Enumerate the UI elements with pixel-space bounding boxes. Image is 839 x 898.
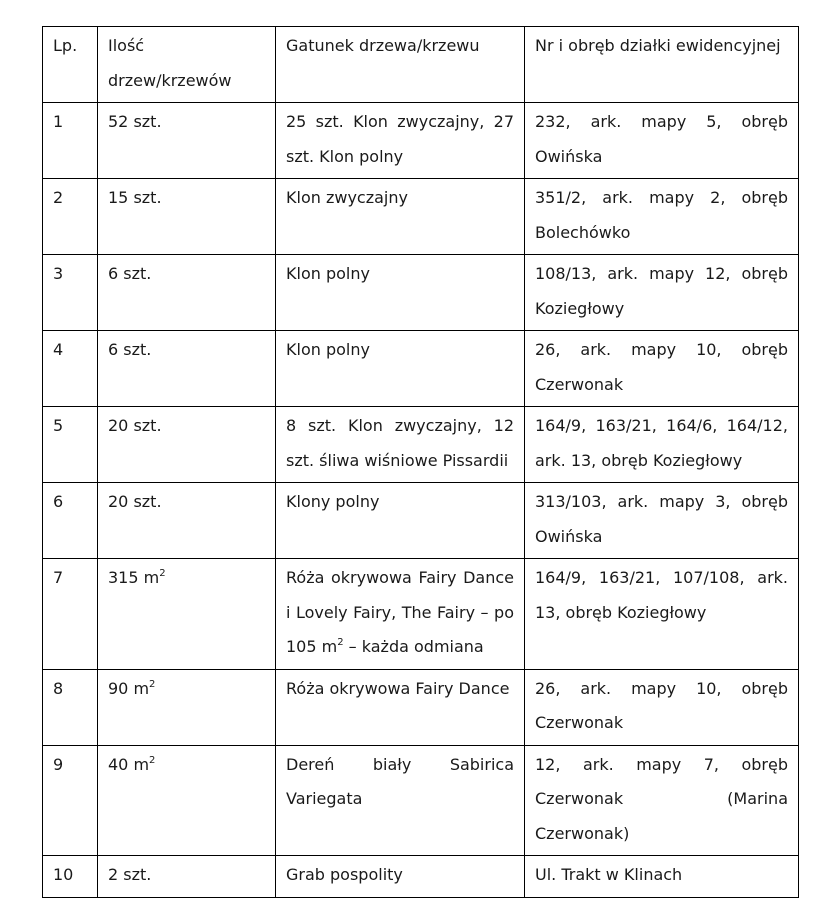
cell-nr: 164/9, 163/21, 107/108, ark. 13, obręb Koziegłowy: [525, 559, 799, 670]
ilosc-value: 20 szt.: [108, 416, 162, 435]
cell-gatunek: 25 szt. Klon zwyczajny, 27 szt. Klon polny: [276, 103, 525, 179]
cell-ilosc: [98, 669, 276, 745]
cell-gatunek: Róża okrywowa Fairy Dance: [276, 669, 525, 745]
cell-ilosc: [98, 103, 276, 179]
header-gatunek: Gatunek drzewa/krzewu: [276, 27, 525, 103]
cell-lp: 9: [43, 745, 98, 856]
cell-lp: 10: [43, 856, 98, 898]
cell-gatunek: Dereń biały Sabirica Variegata: [276, 745, 525, 856]
cell-ilosc: [98, 856, 276, 898]
table-row: [43, 407, 799, 483]
cell-ilosc: [98, 179, 276, 255]
cell-lp: 6: [43, 483, 98, 559]
header-lp: Lp.: [43, 27, 98, 103]
cell-lp: 3: [43, 255, 98, 331]
cell-lp: 1: [43, 103, 98, 179]
table-row: [43, 483, 799, 559]
ilosc-value: 6 szt.: [108, 264, 152, 283]
cell-gatunek: Klony polny: [276, 483, 525, 559]
cell-ilosc: [98, 331, 276, 407]
gatunek-text-end: – każda odmiana: [343, 637, 484, 656]
cell-lp: 7: [43, 559, 98, 670]
table-row: [43, 856, 799, 898]
table-row: [43, 559, 799, 670]
ilosc-value: 52 szt.: [108, 112, 162, 131]
table-row: [43, 331, 799, 407]
unit-superscript: 2: [337, 637, 344, 648]
unit-superscript: 2: [149, 678, 156, 690]
table-row: [43, 255, 799, 331]
ilosc-value: 40 m: [108, 754, 150, 774]
table-row: [43, 745, 799, 856]
cell-ilosc: [98, 559, 276, 670]
ilosc-value: 315 m: [108, 568, 160, 587]
cell-gatunek: Klon polny: [276, 331, 525, 407]
cell-gatunek: [276, 559, 525, 670]
cell-ilosc: [98, 407, 276, 483]
header-row: [43, 27, 799, 103]
ilosc-value: 2 szt.: [108, 865, 152, 884]
cell-lp: 2: [43, 179, 98, 255]
ilosc-value: 20 szt.: [108, 492, 162, 511]
cell-nr: 12, ark. mapy 7, obręb Czerwonak (Marina Czerwonak): [525, 745, 799, 856]
table-row: [43, 179, 799, 255]
cell-gatunek: Klon zwyczajny: [276, 179, 525, 255]
cell-nr: 108/13, ark. mapy 12, obręb Koziegłowy: [525, 255, 799, 331]
cell-nr: 26, ark. mapy 10, obręb Czerwonak: [525, 669, 799, 745]
cell-lp: 4: [43, 331, 98, 407]
cell-lp: 5: [43, 407, 98, 483]
cell-nr: 164/9, 163/21, 164/6, 164/12, ark. 13, obręb Koziegłowy: [525, 407, 799, 483]
ilosc-value: 6 szt.: [108, 340, 152, 359]
header-ilosc: Ilość drzew/krzewów: [98, 27, 276, 103]
cell-nr: 351/2, ark. mapy 2, obręb Bolechówko: [525, 179, 799, 255]
ilosc-value: 90 m: [108, 678, 150, 698]
unit-superscript: 2: [159, 568, 166, 579]
trees-table: [42, 26, 799, 898]
gatunek-text: Róża okrywowa Fairy Dance i Lovely Fairy, The Fairy – po 105 m: [286, 568, 514, 656]
cell-ilosc: [98, 255, 276, 331]
unit-superscript: 2: [149, 754, 156, 766]
cell-nr: 232, ark. mapy 5, obręb Owińska: [525, 103, 799, 179]
cell-nr: Ul. Trakt w Klinach: [525, 856, 799, 898]
cell-nr: 26, ark. mapy 10, obręb Czerwonak: [525, 331, 799, 407]
cell-ilosc: [98, 483, 276, 559]
table-row: [43, 669, 799, 745]
table-row: [43, 103, 799, 179]
cell-ilosc: [98, 745, 276, 856]
cell-gatunek: Grab pospolity: [276, 856, 525, 898]
header-nr: Nr i obręb działki ewidencyjnej: [525, 27, 799, 103]
cell-gatunek: 8 szt. Klon zwyczajny, 12 szt. śliwa wiśniowe Pissardii: [276, 407, 525, 483]
cell-gatunek: Klon polny: [276, 255, 525, 331]
cell-lp: 8: [43, 669, 98, 745]
cell-nr: 313/103, ark. mapy 3, obręb Owińska: [525, 483, 799, 559]
ilosc-value: 15 szt.: [108, 188, 162, 207]
